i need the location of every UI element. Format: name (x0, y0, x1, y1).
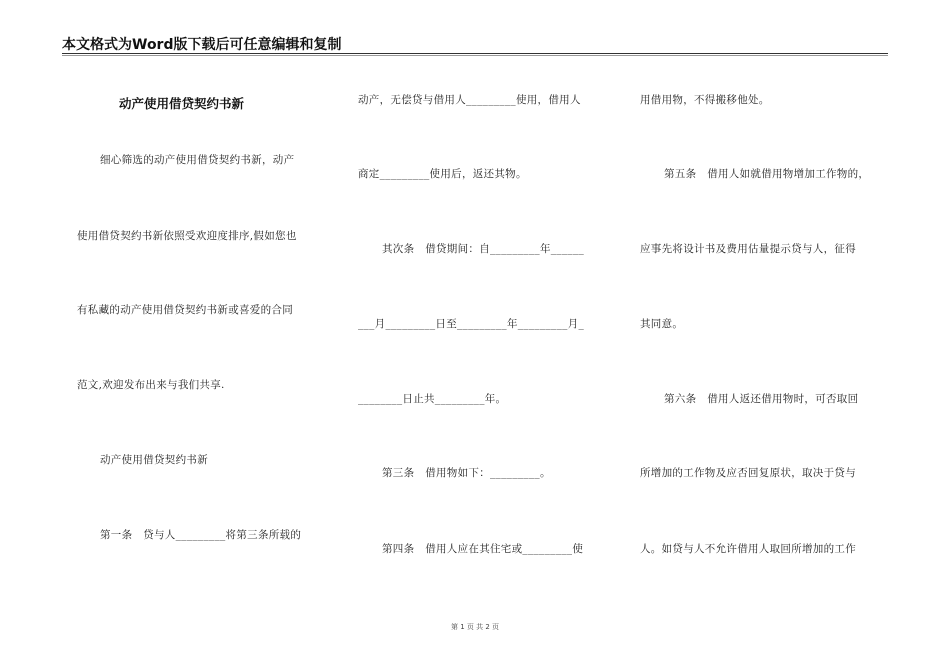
col3-line-1: 用借用物，不得搬移他处。 (640, 94, 770, 106)
col3-line-6: 所增加的工作物及应否回复原状，取决于贷与 (640, 467, 856, 479)
col1-line-5: 动产使用借贷契约书新 (100, 454, 208, 466)
col2-line-6: 第三条 借用物如下：_________。 (382, 467, 551, 479)
col1-line-6: 第一条 贷与人_________将第三条所载的 (100, 529, 302, 541)
col2-line-5: ________日止共_________年。 (358, 393, 507, 405)
col2-line-1: 动产，无偿贷与借用人_________使用，借用人 (358, 94, 581, 106)
document-header-title: 本文格式为Word版下载后可任意编辑和复制 (62, 37, 342, 53)
col2-line-2: 商定_________使用后，返还其物。 (358, 168, 527, 180)
col2-line-7: 第四条 借用人应在其住宅或_________使 (382, 543, 584, 555)
col3-line-4: 其同意。 (640, 318, 684, 330)
col3-line-2: 第五条 借用人如就借用物增加工作物的， (664, 168, 870, 180)
col3-line-3: 应事先将设计书及费用估量提示贷与人，征得 (640, 243, 856, 255)
col1-line-3: 有私藏的动产使用借贷契约书新或喜爱的合同 (77, 304, 293, 316)
col1-line-2: 使用借贷契约书新依照受欢迎度排序,假如您也 (77, 230, 297, 242)
col1-line-1: 细心筛选的动产使用借贷契约书新，动产 (100, 154, 295, 166)
header-divider-thin (62, 55, 888, 56)
page-number: 第 1 页 共 2 页 (450, 623, 500, 631)
col3-line-7: 人。如贷与人不允许借用人取回所增加的工作 (640, 543, 856, 555)
col2-line-3: 其次条 借贷期间：自_________年______ (382, 243, 585, 255)
header-divider (62, 53, 888, 54)
col2-line-4: ___月_________日至_________年_________月_ (358, 318, 585, 330)
col3-line-5: 第六条 借用人返还借用物时，可否取回 (664, 393, 859, 405)
col1-line-4: 范文,欢迎发布出来与我们共享. (77, 379, 225, 391)
document-title: 动产使用借贷契约书新 (119, 96, 245, 111)
